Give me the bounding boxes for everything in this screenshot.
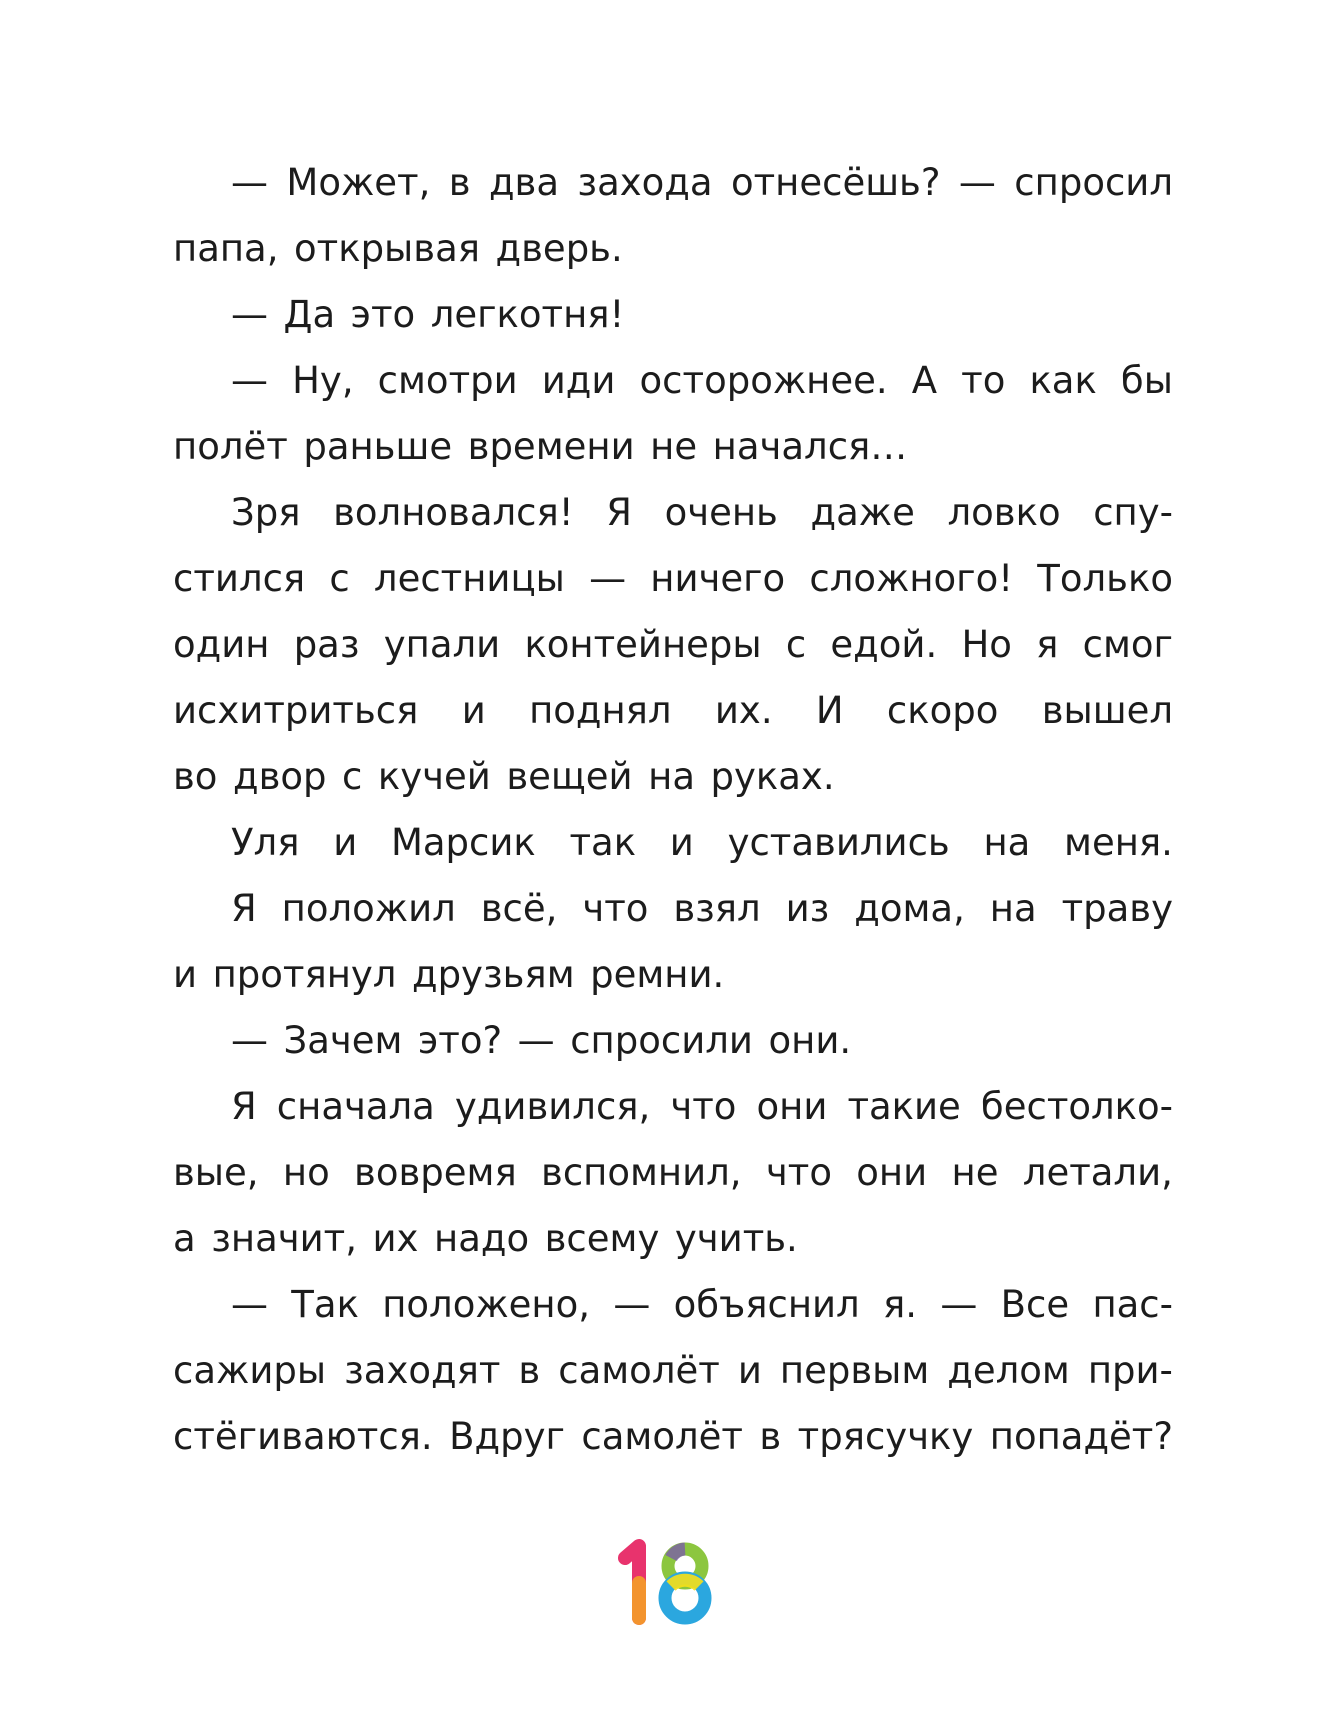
text-line — [173, 942, 1173, 1008]
word: раз — [293, 623, 360, 666]
word: отнесёшь? — [730, 161, 941, 204]
word: всё, — [480, 887, 558, 930]
word: смотри — [377, 359, 518, 402]
word: Зря — [231, 491, 301, 534]
word: ремни. — [590, 953, 725, 996]
word: ловко — [947, 491, 1061, 534]
word: первым — [779, 1349, 930, 1392]
word: и — [669, 821, 694, 864]
word: Только — [1037, 557, 1173, 600]
word: на — [648, 755, 695, 798]
digit-eight-top-accent — [671, 1549, 685, 1558]
word: из — [785, 887, 830, 930]
word: упали — [383, 623, 501, 666]
word: не — [951, 1151, 999, 1194]
word: Уля — [231, 821, 300, 864]
word: дверь. — [495, 227, 623, 270]
word: Да — [283, 293, 336, 336]
word: вспомнил, — [541, 1151, 742, 1194]
word: это — [350, 293, 416, 336]
word: надо — [434, 1217, 530, 1260]
word: Ну, — [292, 359, 354, 402]
word: а — [173, 1217, 196, 1260]
word: — — [231, 359, 268, 402]
text-line — [173, 744, 1173, 810]
word: такие — [847, 1085, 961, 1128]
word: волновался! — [333, 491, 574, 534]
word: начался… — [712, 425, 908, 468]
word: положено, — [382, 1283, 591, 1326]
word: — — [517, 1019, 555, 1062]
text-line — [173, 1338, 1173, 1404]
word: Так — [291, 1283, 359, 1326]
text-line — [173, 1206, 1173, 1272]
word: в — [448, 161, 471, 204]
word: Я — [606, 491, 632, 534]
word: трясучку — [797, 1415, 974, 1458]
word: их. — [714, 689, 773, 732]
text-line — [173, 1008, 1173, 1074]
word: стёгиваются. — [173, 1415, 433, 1458]
word: захода — [577, 161, 713, 204]
word: летали, — [1022, 1151, 1173, 1194]
word: Вдруг — [449, 1415, 565, 1458]
text-line — [173, 414, 1173, 480]
word: А — [911, 359, 938, 402]
word: — — [613, 1283, 651, 1326]
book-text — [173, 150, 1173, 1470]
word: уставились — [727, 821, 950, 864]
word: при- — [1087, 1349, 1173, 1392]
word: самолёт — [558, 1349, 720, 1392]
word: спросил — [1014, 161, 1173, 204]
text-line — [173, 150, 1173, 216]
word: заходят — [344, 1349, 501, 1392]
word: дома, — [854, 887, 965, 930]
text-line — [173, 876, 1173, 942]
word: полёт — [173, 425, 288, 468]
word: на — [983, 821, 1031, 864]
word: во — [173, 755, 218, 798]
text-line — [173, 1272, 1173, 1338]
word: вещей — [506, 755, 633, 798]
word: не — [650, 425, 698, 468]
word: лестницы — [373, 557, 565, 600]
word: что — [582, 887, 649, 930]
word: но — [282, 1151, 330, 1194]
word: два — [488, 161, 560, 204]
word: поднял — [529, 689, 672, 732]
text-line — [173, 810, 1173, 876]
word: исхитриться — [173, 689, 419, 732]
text-line — [173, 282, 1173, 348]
word: и — [333, 821, 358, 864]
word: и — [173, 953, 198, 996]
word: они. — [768, 1019, 852, 1062]
digit-eight-middle-accent — [671, 1580, 699, 1586]
word: протянул — [212, 953, 397, 996]
word: с — [342, 755, 363, 798]
word: что — [765, 1151, 832, 1194]
word: значит, — [211, 1217, 357, 1260]
word: — — [231, 161, 268, 204]
word: вышел — [1041, 689, 1173, 732]
text-line — [173, 348, 1173, 414]
page-number-graphic — [615, 1528, 725, 1628]
word: и — [737, 1349, 762, 1392]
word: Зачем — [283, 1019, 403, 1062]
word: спросили — [570, 1019, 753, 1062]
word: — — [958, 161, 996, 204]
word: — — [940, 1283, 978, 1326]
word: учить. — [674, 1217, 798, 1260]
text-line — [173, 1140, 1173, 1206]
word: Все — [1000, 1283, 1070, 1326]
word: осторожнее. — [639, 359, 888, 402]
word: пас- — [1092, 1283, 1173, 1326]
word: делом — [947, 1349, 1070, 1392]
word: так — [569, 821, 637, 864]
word: сажиры — [173, 1349, 327, 1392]
word: вые, — [173, 1151, 259, 1194]
word: что — [670, 1085, 737, 1128]
word: Я — [231, 887, 257, 930]
word: они — [756, 1085, 828, 1128]
word: времени — [467, 425, 635, 468]
word: скоро — [886, 689, 999, 732]
text-line — [173, 216, 1173, 282]
word: — — [231, 293, 268, 336]
word: они — [856, 1151, 928, 1194]
word: и — [461, 689, 486, 732]
word: это? — [418, 1019, 503, 1062]
word: — — [231, 1019, 268, 1062]
text-line — [173, 480, 1173, 546]
word: папа, — [173, 227, 279, 270]
word: смог — [1082, 623, 1173, 666]
text-line — [173, 546, 1173, 612]
word: я — [1036, 623, 1059, 666]
word: — — [589, 557, 627, 600]
text-line — [173, 1074, 1173, 1140]
word: бестолко- — [980, 1085, 1173, 1128]
word: с — [329, 557, 350, 600]
word: двор — [232, 755, 327, 798]
word: едой. — [830, 623, 938, 666]
word: Но — [961, 623, 1012, 666]
word: сначала — [276, 1085, 435, 1128]
word: руках. — [710, 755, 835, 798]
word: как — [1029, 359, 1097, 402]
word: попадёт? — [989, 1415, 1173, 1458]
word: кучей — [377, 755, 491, 798]
text-line — [173, 678, 1173, 744]
word: раньше — [303, 425, 453, 468]
word: я. — [883, 1283, 918, 1326]
word: траву — [1061, 887, 1173, 930]
word: — — [231, 1283, 268, 1326]
word: вовремя — [354, 1151, 517, 1194]
word: меня. — [1064, 821, 1173, 864]
word: легкотня! — [430, 293, 625, 336]
word: открывая — [294, 227, 481, 270]
text-line — [173, 612, 1173, 678]
word: очень — [664, 491, 778, 534]
word: даже — [810, 491, 915, 534]
word: взял — [673, 887, 761, 930]
word: друзьям — [411, 953, 575, 996]
word: самолёт — [581, 1415, 743, 1458]
word: Может, — [286, 161, 431, 204]
word: всему — [544, 1217, 660, 1260]
word: на — [989, 887, 1037, 930]
word: с — [785, 623, 807, 666]
word: И — [815, 689, 844, 732]
word: спу- — [1093, 491, 1173, 534]
word: положил — [281, 887, 456, 930]
word: ничего — [650, 557, 786, 600]
word: стился — [173, 557, 306, 600]
word: удивился, — [454, 1085, 651, 1128]
word: Я — [231, 1085, 257, 1128]
text-line — [173, 1404, 1173, 1470]
word: иди — [541, 359, 616, 402]
page-number — [0, 1528, 1339, 1628]
word: в — [518, 1349, 541, 1392]
word: их — [372, 1217, 419, 1260]
word: Марсик — [390, 821, 536, 864]
word: сложного! — [809, 557, 1014, 600]
word: бы — [1120, 359, 1173, 402]
word: один — [173, 623, 270, 666]
word: в — [759, 1415, 782, 1458]
word: контейнеры — [524, 623, 762, 666]
word: то — [961, 359, 1006, 402]
word: объяснил — [673, 1283, 860, 1326]
